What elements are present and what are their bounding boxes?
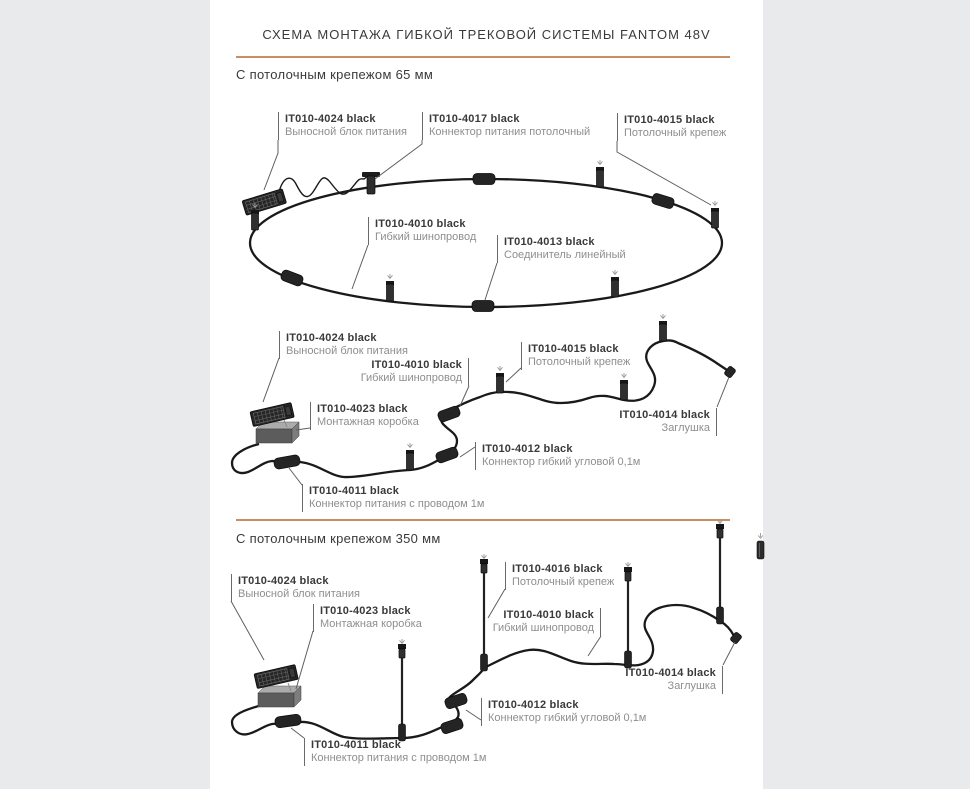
part-label-4014 [625, 666, 723, 694]
mount-detail-icon [757, 533, 764, 559]
linear-connector-icon [472, 301, 494, 312]
part-label-4015 [617, 113, 726, 141]
part-name: Гибкий шинопровод [375, 230, 477, 243]
part-label-4011 [302, 484, 484, 512]
ceiling-mount-icon [611, 270, 619, 297]
ceiling-mount-350-icon [480, 554, 488, 671]
part-label-4010 [493, 608, 601, 636]
part-label-4013 [497, 235, 626, 263]
part-name: Коннектор питания потолочный [429, 125, 591, 138]
section-heading-350mm: С потолочным крепежом 350 мм [236, 531, 441, 546]
part-code: IT010-4016 black [512, 563, 603, 575]
leader-line [460, 447, 475, 457]
part-name: Гибкий шинопровод [360, 371, 462, 384]
power-cable [279, 175, 369, 197]
leader-line [231, 601, 264, 660]
part-label-4023 [313, 604, 422, 632]
linear-connector-icon [651, 193, 675, 210]
leader-line [352, 245, 368, 289]
leader-line [466, 710, 481, 720]
part-name: Соединитель линейный [504, 248, 626, 261]
part-name: Потолочный крепеж [528, 355, 631, 368]
leader-line [375, 140, 422, 179]
part-name: Заглушка [667, 679, 716, 692]
part-code: IT010-4013 black [504, 236, 595, 248]
part-label-4024 [279, 331, 408, 359]
part-label-4024 [278, 112, 407, 140]
part-code: IT010-4010 black [371, 359, 462, 371]
ceiling-power-connector-icon [362, 172, 380, 194]
flex-track-ring [250, 179, 722, 307]
end-cap-icon [724, 366, 736, 379]
section-heading-65mm: С потолочным крепежом 65 мм [236, 67, 434, 82]
corner-connector-icon [437, 405, 461, 423]
mounting-box-icon [258, 686, 301, 707]
leader-line [263, 358, 279, 402]
power-supply-icon [254, 665, 298, 689]
corner-connector-icon [444, 692, 468, 709]
part-name: Выносной блок питания [238, 587, 360, 600]
part-name: Коннектор питания с проводом 1м [309, 497, 485, 510]
part-code: IT010-4015 black [624, 114, 715, 126]
leader-line [723, 642, 735, 665]
part-label-4010 [361, 358, 469, 386]
leader-line [264, 140, 278, 190]
leader-line [291, 728, 304, 738]
leader-line [485, 263, 497, 300]
linear-connector-icon [280, 269, 304, 287]
power-connector-icon [274, 714, 301, 729]
part-code: IT010-4014 black [619, 409, 710, 421]
part-label-4012 [475, 442, 640, 470]
part-label-4011 [304, 738, 486, 766]
corner-connector-icon [440, 717, 464, 734]
part-name: Коннектор гибкий угловой 0,1м [482, 455, 641, 468]
part-code: IT010-4011 black [311, 739, 402, 751]
leader-line [588, 636, 601, 656]
part-name: Потолочный крепеж [512, 575, 615, 588]
part-name: Выносной блок питания [285, 125, 407, 138]
ceiling-mount-icon [711, 201, 719, 228]
part-name: Гибкий шинопровод [492, 621, 594, 634]
part-code: IT010-4023 black [320, 605, 411, 617]
part-label-4017 [422, 112, 590, 140]
part-name: Монтажная коробка [320, 617, 422, 630]
part-code: IT010-4024 black [286, 332, 377, 344]
part-label-4024 [231, 574, 360, 602]
ceiling-mount-350-icon [398, 639, 406, 741]
leader-line [717, 377, 729, 407]
part-code: IT010-4017 black [429, 113, 520, 125]
leader-line [296, 631, 313, 689]
part-code: IT010-4010 black [503, 609, 594, 621]
part-label-4023 [310, 402, 419, 430]
part-name: Выносной блок питания [286, 344, 408, 357]
corner-connector-icon [435, 446, 459, 464]
ceiling-mount-icon [406, 443, 414, 470]
ceiling-mount-icon [496, 366, 504, 393]
ceiling-mount-icon [659, 314, 667, 341]
page-title: СХЕМА МОНТАЖА ГИБКОЙ ТРЕКОВОЙ СИСТЕМЫ FANTOM 48V [262, 27, 711, 42]
part-name: Коннектор гибкий угловой 0,1м [488, 711, 647, 724]
part-code: IT010-4010 black [375, 218, 466, 230]
part-label-4010 [368, 217, 476, 245]
part-code: IT010-4024 black [285, 113, 376, 125]
part-name: Потолочный крепеж [624, 126, 727, 139]
part-code: IT010-4014 black [625, 667, 716, 679]
part-name: Заглушка [661, 421, 710, 434]
diagram-ring-65mm [242, 140, 722, 312]
mounting-box-icon [256, 422, 299, 443]
part-name: Монтажная коробка [317, 415, 419, 428]
part-name: Коннектор питания с проводом 1м [311, 751, 487, 764]
leader-line [506, 368, 521, 382]
ceiling-mount-icon [596, 160, 604, 187]
part-code: IT010-4011 black [309, 485, 400, 497]
ceiling-mount-icon [620, 373, 628, 400]
ceiling-mount-icon [386, 274, 394, 301]
part-code: IT010-4024 black [238, 575, 329, 587]
part-label-4016 [505, 562, 614, 590]
part-code: IT010-4015 black [528, 343, 619, 355]
ceiling-mount-350-icon [624, 562, 632, 668]
power-connector-icon [273, 454, 301, 469]
ceiling-mount-350-icon [716, 519, 724, 624]
leader-line [289, 468, 302, 485]
part-label-4012 [481, 698, 646, 726]
part-label-4015 [521, 342, 630, 370]
part-label-4014 [619, 408, 717, 436]
part-code: IT010-4023 black [317, 403, 408, 415]
part-code: IT010-4012 black [488, 699, 579, 711]
part-code: IT010-4012 black [482, 443, 573, 455]
linear-connector-icon [473, 174, 495, 185]
